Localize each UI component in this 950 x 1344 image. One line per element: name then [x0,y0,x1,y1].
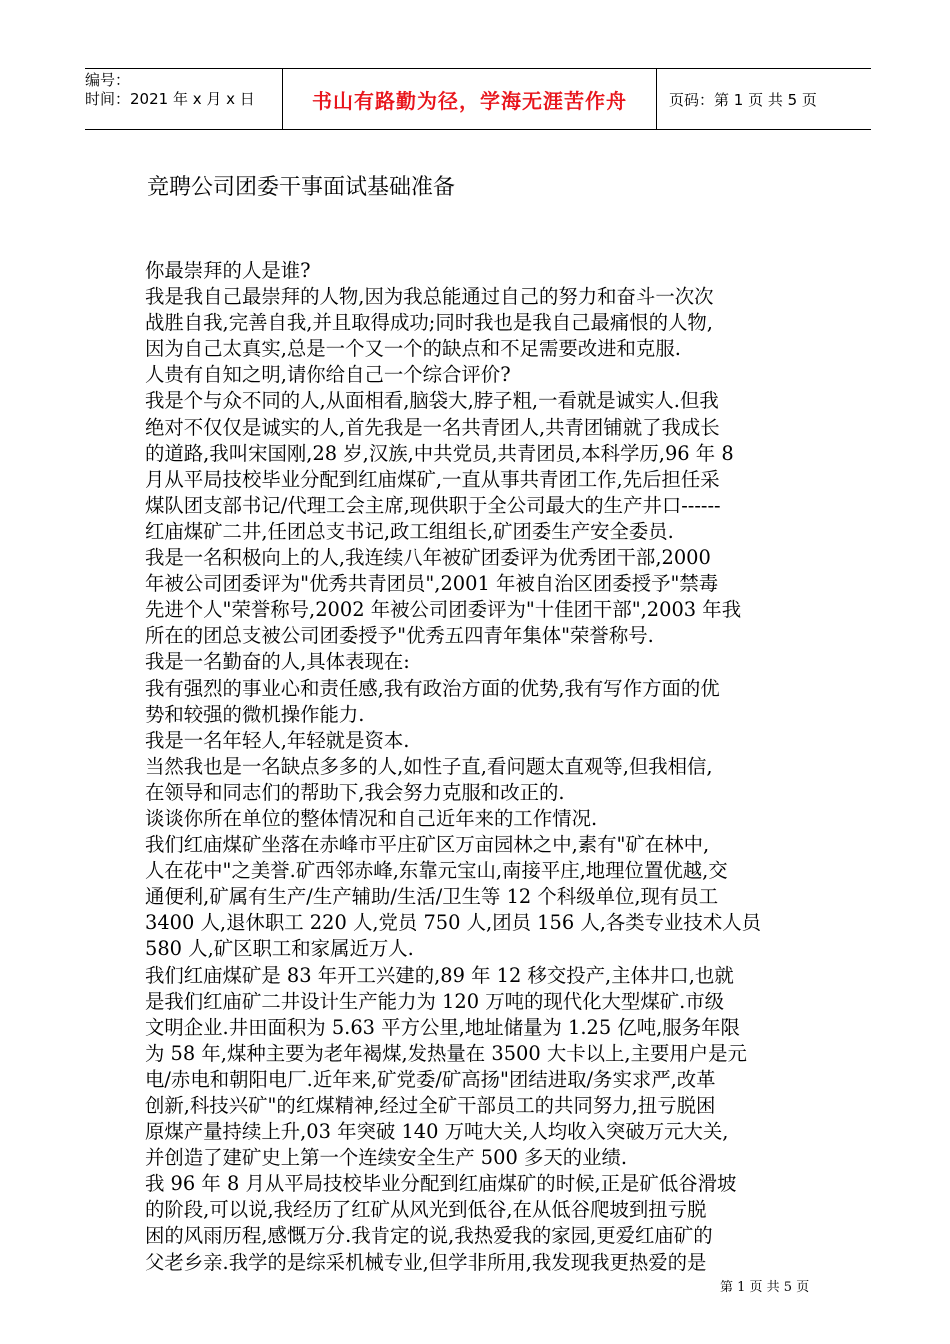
text-line: 绝对不仅仅是诚实的人,首先我是一名共青团人,共青团铺就了我成长 [145,415,720,439]
text-line: 困的风雨历程,感慨万分.我肯定的说,我热爱我的家园,更爱红庙矿的 [145,1224,713,1248]
text-line: 势和较强的微机操作能力. [145,702,365,726]
text-line: 我有强烈的事业心和责任感,我有政治方面的优势,我有写作方面的优 [145,676,720,700]
text-line: 我是一名勤奋的人,具体表现在: [145,650,410,674]
text-line: 我 96 年 8 月从平局技校毕业分配到红庙煤矿的时候,正是矿低谷滑坡 [145,1172,737,1196]
text-line: 的道路,我叫宋国刚,28 岁,汉族,中共党员,共青团员,本科学历,96 年 8 [145,441,734,465]
text-line: 我们红庙煤矿坐落在赤峰市平庄矿区万亩园林之中,素有"矿在林中, [145,833,710,857]
text-line: 我是我自己最崇拜的人物,因为我总能通过自己的努力和奋斗一次次 [145,285,714,309]
document-body [145,258,810,1276]
text-line: 人在花中"之美誉.矿西邻赤峰,东靠元宝山,南接平庄,地理位置优越,交 [145,859,728,883]
text-line: 煤队团支部书记/代理工会主席,现供职于全公司最大的生产井口------ [145,493,721,517]
document-title: 竞聘公司团委干事面试基础准备 [147,175,456,200]
text-line: 红庙煤矿二井,任团总支书记,政工组组长,矿团委生产安全委员. [145,519,674,543]
motto-text: 书山有路勤为径，学海无涯苦作舟 [312,88,627,113]
header-motto-cell [283,69,657,129]
header-meta [85,69,283,129]
header-table [85,68,871,130]
text-line: 月从平局技校毕业分配到红庙煤矿,一直从事共青团工作,先后担任采 [145,467,720,491]
text-line: 所在的团总支被公司团委授予"优秀五四青年集体"荣誉称号. [145,624,654,648]
text-line: 年被公司团委评为"优秀共青团员",2001 年被自治区团委授予"禁毒 [145,572,719,596]
text-line: 我是一名积极向上的人,我连续八年被矿团委评为优秀团干部,2000 [145,546,711,570]
text-line: 因为自己太真实,总是一个又一个的缺点和不足需要改进和克服. [145,337,681,361]
text-line: 是我们红庙矿二井设计生产能力为 120 万吨的现代化大型煤矿.市级 [145,989,725,1013]
text-line: 我是个与众不同的人,从面相看,脑袋大,脖子粗,一看就是诚实人.但我 [145,389,719,413]
time-label: 时间：2021 年 x 月 x 日 [85,90,255,108]
text-line: 580 人,矿区职工和家属近万人. [145,937,414,961]
text-line: 文明企业.井田面积为 5.63 平方公里,地址储量为 1.25 亿吨,服务年限 [145,1015,740,1039]
text-line: 通便利,矿属有生产/生产辅助/生活/卫生等 12 个科级单位,现有员工 [145,885,719,909]
text-line: 创新,科技兴矿"的红煤精神,经过全矿干部员工的共同努力,扭亏脱困 [145,1094,716,1117]
page-footer: 第 1 页 共 5 页 [720,1280,810,1295]
text-line: 为 58 年,煤种主要为老年褐煤,发热量在 3500 大卡以上,主要用户是元 [145,1041,747,1065]
text-line: 人贵有自知之明,请你给自己一个综合评价? [145,363,511,387]
text-line: 你最崇拜的人是谁? [145,259,311,282]
text-line: 战胜自我,完善自我,并且取得成功;同时我也是我自己最痛恨的人物, [145,311,713,335]
text-line: 电/赤电和朝阳电厂.近年来,矿党委/矿高扬"团结进取/务实求严,改革 [145,1067,716,1091]
text-line: 父老乡亲.我学的是综采机械专业,但学非所用,我发现我更热爱的是 [145,1250,707,1274]
text-line: 原煤产量持续上升,03 年突破 140 万吨大关,人均收入突破万元大关, [145,1120,729,1144]
text-line: 先进个人"荣誉称号,2002 年被公司团委评为"十佳团干部",2003 年我 [145,598,742,622]
text-line: 当然我也是一名缺点多多的人,如性子直,看问题太直观等,但我相信, [145,754,713,778]
text-line: 谈谈你所在单位的整体情况和自己近年来的工作情况. [145,806,598,830]
text-line: 在领导和同志们的帮助下,我会努力克服和改正的. [145,780,565,804]
number-label: 编号： [85,71,131,89]
text-line: 我们红庙煤矿是 83 年开工兴建的,89 年 12 移交投产,主体井口,也就 [145,963,734,987]
text-line: 并创造了建矿史上第一个连续安全生产 500 多天的业绩. [145,1146,628,1170]
header-page-cell [657,69,871,129]
page-label: 页码：第 1 页 共 5 页 [669,90,817,109]
text-line: 我是一名年轻人,年轻就是资本. [145,728,410,752]
text-line: 3400 人,退休职工 220 人,党员 750 人,团员 156 人,各类专业技术人员 [145,911,761,935]
text-line: 的阶段,可以说,我经历了红矿从风光到低谷,在从低谷爬坡到扭亏脱 [145,1198,707,1222]
